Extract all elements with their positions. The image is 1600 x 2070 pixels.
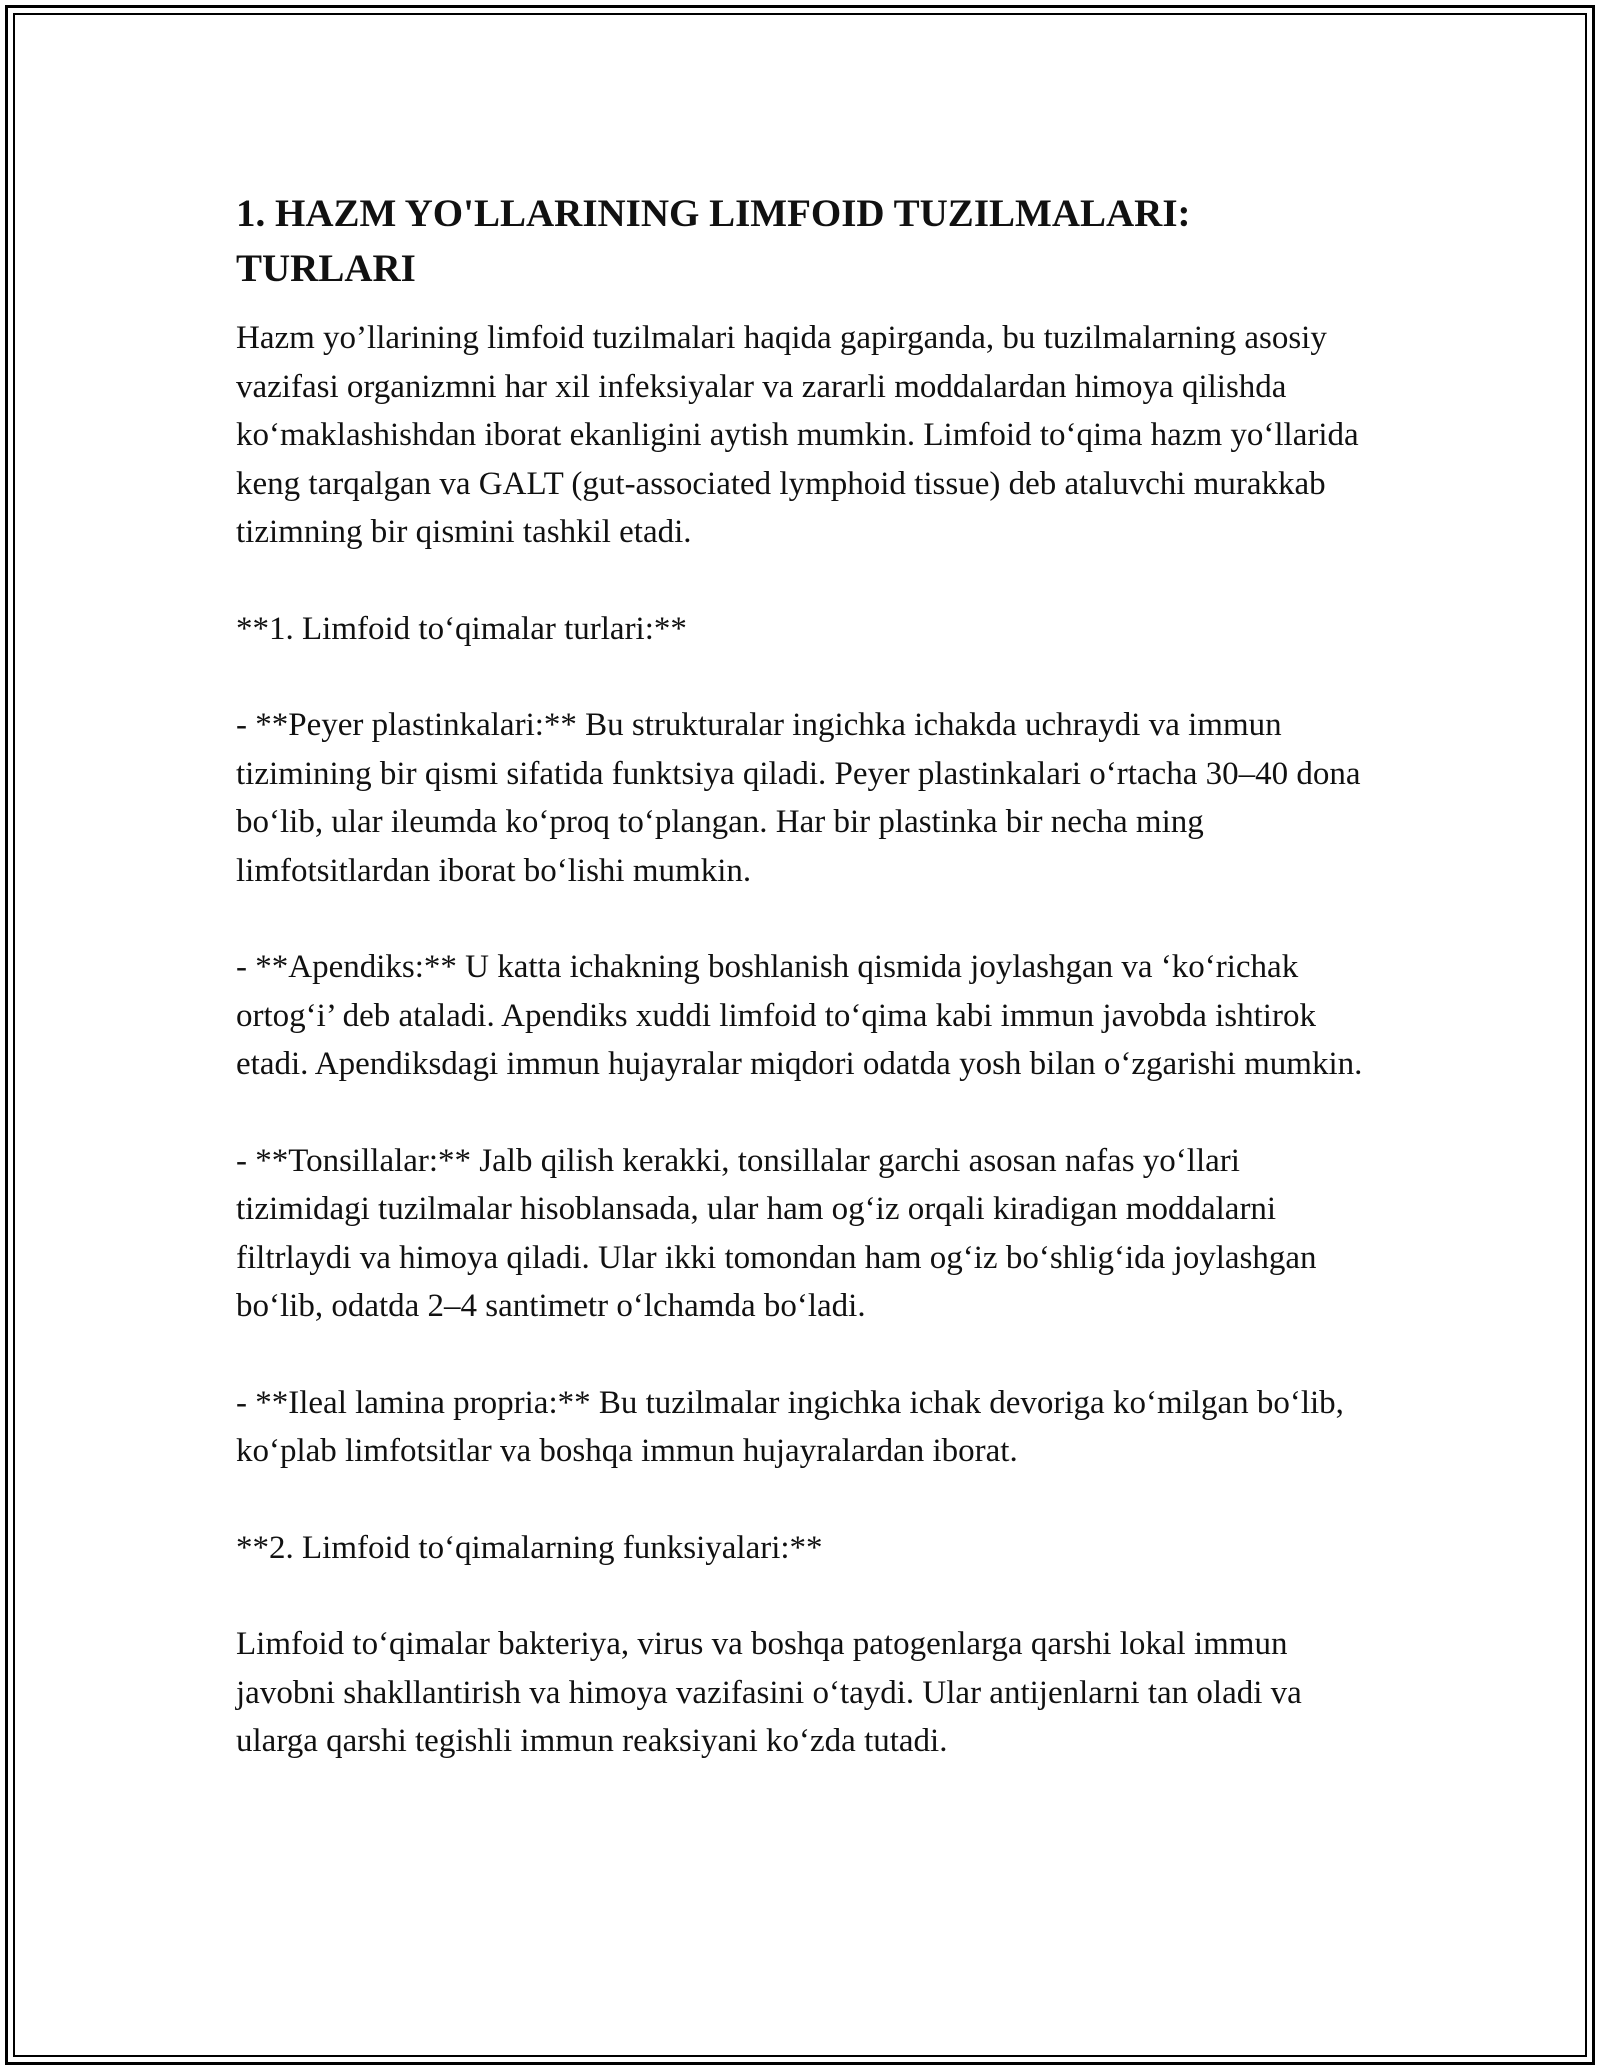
section-heading-types: **1. Limfoid to‘qimalar turlari:** xyxy=(236,610,687,647)
section-heading-functions: **2. Limfoid to‘qimalarning funksiyalari:** xyxy=(236,1529,823,1566)
functions-paragraph: Limfoid to‘qimalar bakteriya, virus va boshqa patogenlarga qarshi lokal immun javobni shakllantirish va himoya vazifasini o‘taydi. Ular antijenlarni tan oladi va ularga qarshi tegishli immun reaksiyani ko‘zda tutadi. xyxy=(236,1626,1302,1759)
list-item-tonsils: - **Tonsillalar:** Jalb qilish kerakki, tonsillalar garchi asosan nafas yo‘llari tizimidagi tuzilmalar hisoblansada, ular ham og‘iz orqali kiradigan moddalarni filtrlaydi va himoya qiladi. Ular ikki tomondan ham og‘iz bo‘shlig‘ida joylashgan bo‘lib, odatda 2–4 santimetr o‘lchamda bo‘ladi. xyxy=(236,1142,1317,1324)
document-body xyxy=(236,186,1378,1766)
list-item-ileal-lamina-propria: - **Ileal lamina propria:** Bu tuzilmalar ingichka ichak devoriga ko‘milgan bo‘lib, ko‘plab limfotsitlar va boshqa immun hujayralardan iborat. xyxy=(236,1384,1344,1469)
list-item-appendix: - **Apendiks:** U katta ichakning boshlanish qismida joylashgan va ‘ko‘richak ortog‘i’ deb ataladi. Apendiks xuddi limfoid to‘qima kabi immun javobda ishtirok etadi. Apendiksdagi immun hujayralar miqdori odatda yosh bilan o‘zgarishi mumkin. xyxy=(236,949,1363,1082)
document-title: 1. HAZM YO'LLARINING LIMFOID TUZILMALARI: TURLARI xyxy=(236,192,1191,290)
list-item-peyer-patches: - **Peyer plastinkalari:** Bu strukturalar ingichka ichakda uchraydi va immun tizimining bir qismi sifatida funktsiya qiladi. Peyer plastinkalari o‘rtacha 30–40 dona bo‘lib, ular ileumda ko‘proq to‘plangan. Har bir plastinka bir necha ming limfotsitlardan iborat bo‘lishi mumkin. xyxy=(236,707,1361,889)
intro-paragraph: Hazm yo’llarining limfoid tuzilmalari haqida gapirganda, bu tuzilmalarning asosiy vazifasi organizmni har xil infeksiyalar va zararli moddalardan himoya qilishda ko‘maklashishdan iborat ekanligini aytish mumkin. Limfoid to‘qima hazm yo‘llarida keng tarqalgan va GALT (gut-associated lymphoid tissue) deb ataluvchi murakkab tizimning bir qismini tashkil etadi. xyxy=(236,320,1359,550)
